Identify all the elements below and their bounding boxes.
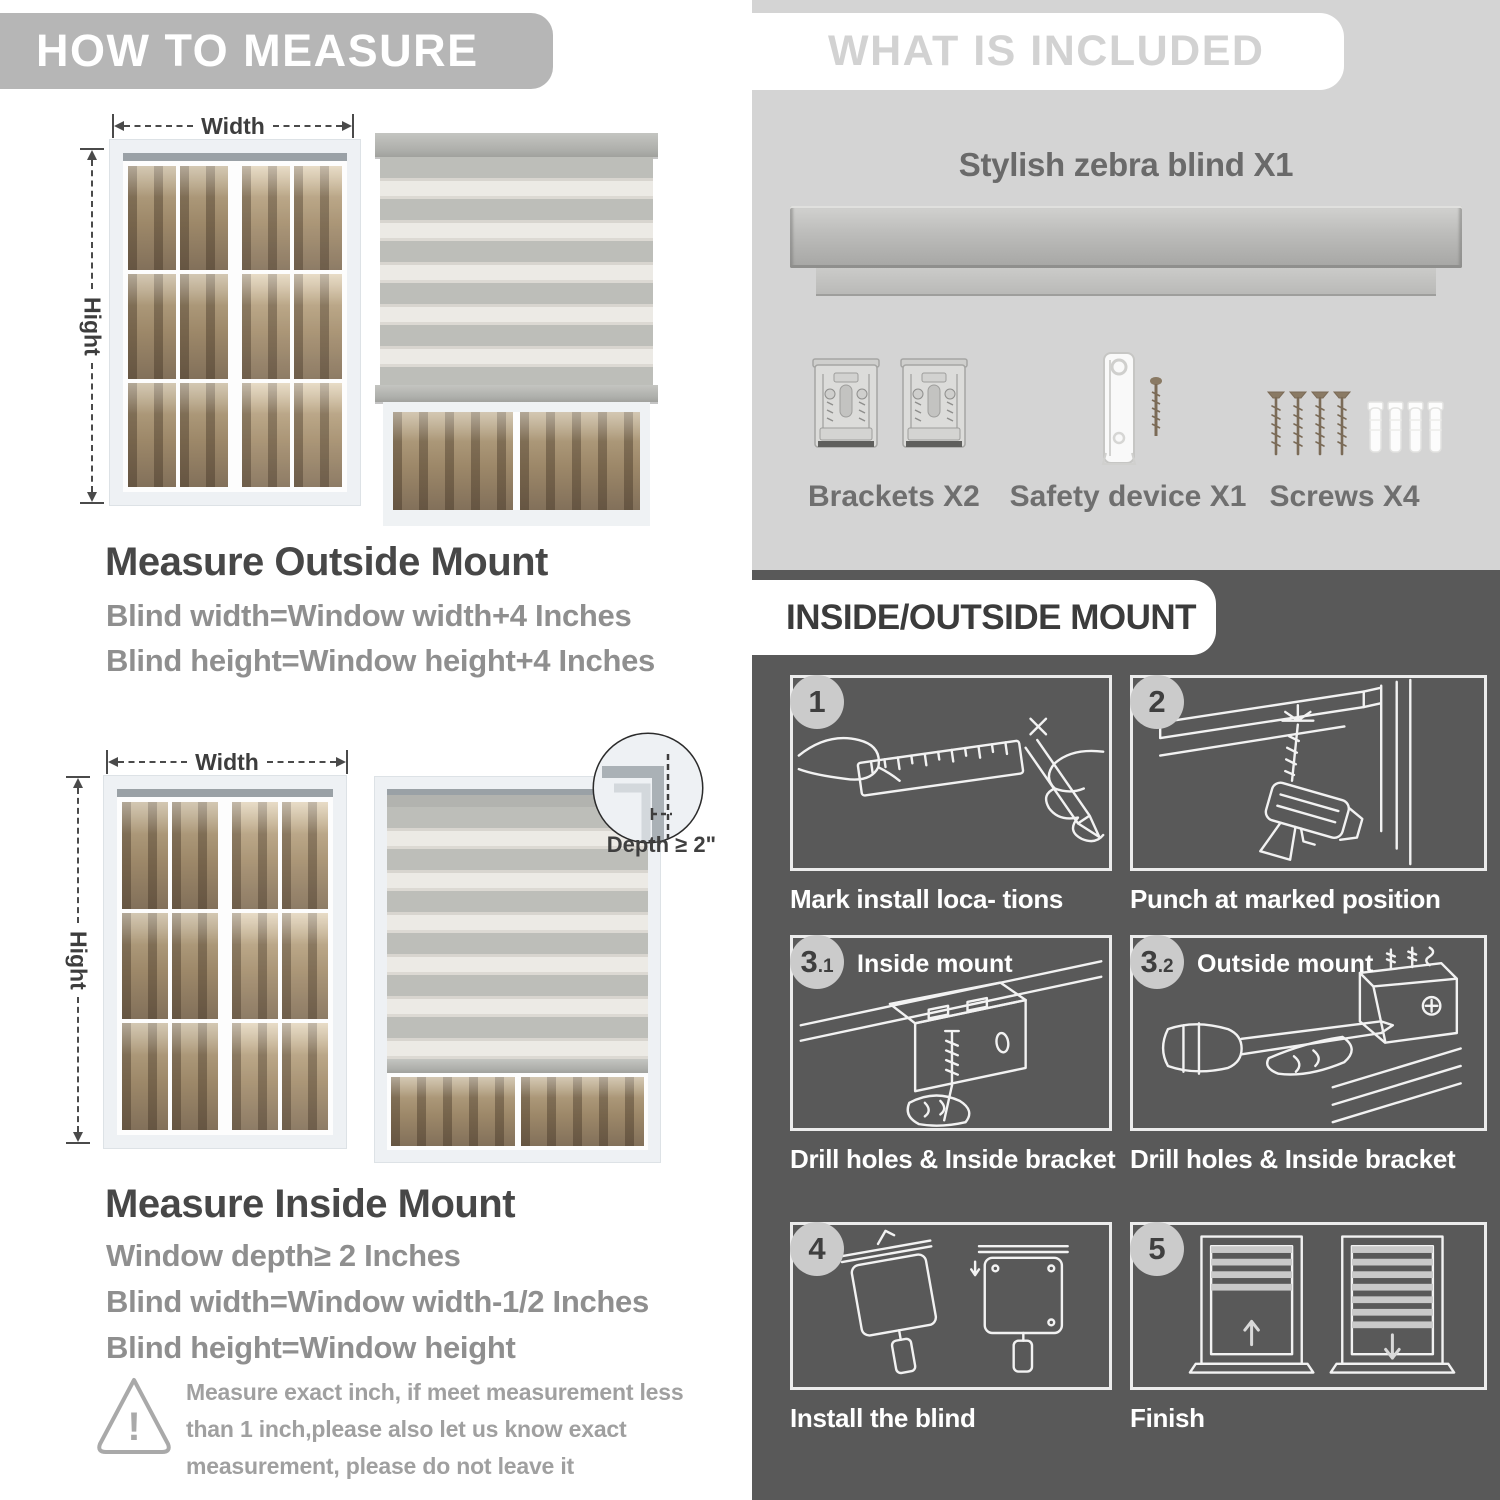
width-label: Width <box>201 112 265 139</box>
inside-outside-mount-title: INSIDE/OUTSIDE MOUNT <box>786 597 1197 637</box>
step-3-2 <box>1130 935 1487 1175</box>
window-photo-inside <box>104 776 346 1148</box>
step-5 <box>1130 1222 1487 1434</box>
step-number-badge: 2 <box>1130 675 1184 729</box>
window-sash <box>123 161 233 492</box>
step-number-badge: 3 .2 <box>1130 935 1184 989</box>
step-number-badge: 5 <box>1130 1222 1184 1276</box>
finish-illustration <box>1133 1225 1484 1387</box>
depth-detail-inset <box>588 728 708 848</box>
window-sash <box>237 161 347 492</box>
what-is-included-header <box>752 13 1344 90</box>
height-label: Hight <box>65 930 92 990</box>
height-arrow-inside <box>66 776 90 1144</box>
how-to-measure-title: HOW TO MEASURE <box>36 25 479 76</box>
depth-requirement-label: Depth ≥ 2" <box>606 832 716 857</box>
zebra-blind-outside-image <box>375 133 658 503</box>
blind-stripes <box>380 157 653 385</box>
safety-device-label: Safety device X1 <box>1009 480 1247 513</box>
blind-bottom-rail <box>387 1059 648 1073</box>
width-arrow-outside <box>112 114 354 138</box>
inside-mount-rule-1: Window depth≥ 2 Inches <box>106 1238 461 1273</box>
how-to-measure-header <box>0 13 553 89</box>
inside-mount-rule-3: Blind height=Window height <box>106 1330 516 1365</box>
outside-mount-heading: Measure Outside Mount <box>105 540 548 584</box>
step-title: Outside mount <box>1197 950 1374 978</box>
drill-illustration <box>1133 678 1484 868</box>
step-3-1 <box>790 935 1116 1175</box>
step-1 <box>790 675 1112 915</box>
screws-label: Screws X4 <box>1269 480 1420 513</box>
height-label: Hight <box>79 296 106 356</box>
blind-headrail-bottom-strip <box>816 268 1436 296</box>
step-title: Inside mount <box>857 950 1013 978</box>
screws-image <box>1264 388 1444 466</box>
safety-device-image <box>1096 350 1176 472</box>
width-arrow-inside <box>106 750 348 774</box>
blind-bottom-rail <box>375 385 658 402</box>
step-4 <box>790 1222 1112 1434</box>
window-sash <box>117 797 223 1135</box>
step-caption: Drill holes & Inside bracket <box>790 1144 1116 1174</box>
warning-icon <box>92 1372 176 1458</box>
window-bottom-visible <box>387 1073 648 1150</box>
step-caption: Mark install loca- tions <box>790 884 1064 914</box>
step-number-badge: 3 .1 <box>790 935 844 989</box>
window-top-reveal <box>123 153 347 161</box>
what-is-included-title: WHAT IS INCLUDED <box>828 27 1265 75</box>
window-top-reveal <box>117 789 333 797</box>
step-caption: Finish <box>1130 1403 1205 1433</box>
brackets-image <box>812 356 968 456</box>
inside-mount-rule-2: Blind width=Window width-1/2 Inches <box>106 1284 649 1319</box>
step-caption: Install the blind <box>790 1403 976 1433</box>
blind-cassette <box>375 133 658 157</box>
inside-outside-mount-header <box>752 580 1216 655</box>
blind-item-label: Stylish zebra blind X1 <box>958 146 1294 183</box>
step-caption: Drill holes & Inside bracket <box>1130 1144 1456 1174</box>
outside-mount-rule-2: Blind height=Window height+4 Inches <box>106 643 655 678</box>
measurement-warning-text: Measure exact inch, if meet measurement less than 1 inch,please also let us know exact measurement, please do not leave it <box>186 1379 684 1479</box>
step-number-badge: 4 <box>790 1222 844 1276</box>
brackets-label: Brackets X2 <box>808 480 980 513</box>
width-label: Width <box>195 748 259 775</box>
window-bottom-visible <box>383 402 650 526</box>
step-2 <box>1130 675 1487 915</box>
inside-mount-heading: Measure Inside Mount <box>105 1182 516 1226</box>
window-sash <box>227 797 333 1135</box>
svg-text:!: ! <box>127 1405 141 1449</box>
step-number-badge: 1 <box>790 675 844 729</box>
window-photo-outside <box>110 140 360 505</box>
step-caption: Punch at marked position <box>1130 884 1441 914</box>
outside-mount-rule-1: Blind width=Window width+4 Inches <box>106 598 632 633</box>
blind-headrail-image <box>790 206 1462 268</box>
height-arrow-outside <box>80 148 104 504</box>
